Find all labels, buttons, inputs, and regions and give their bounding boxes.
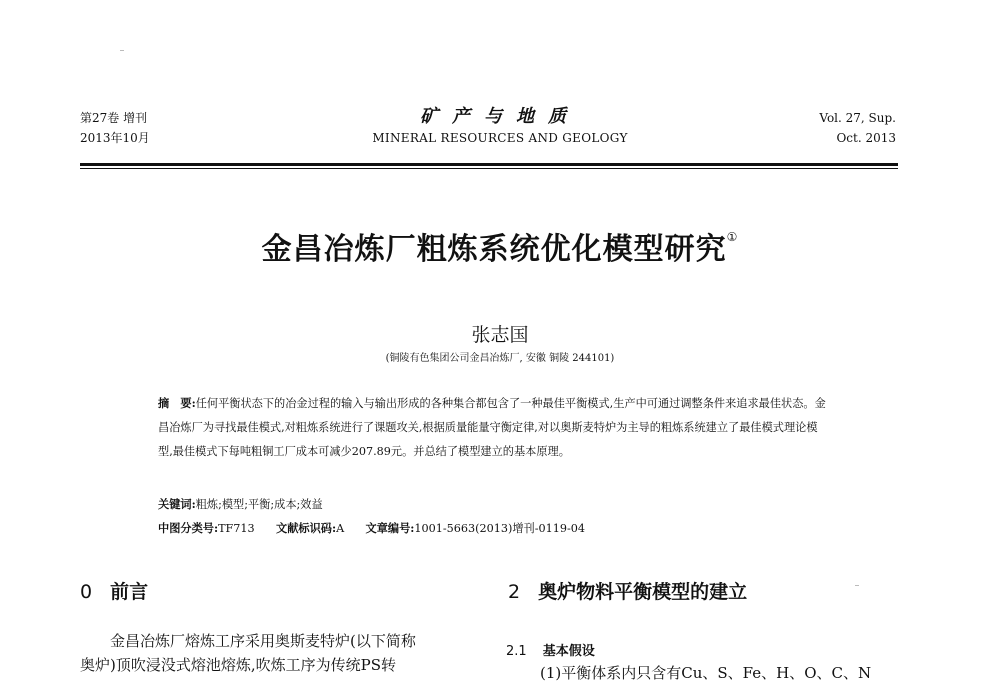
section-title: 前言 <box>110 581 149 603</box>
section-heading-0 <box>80 577 148 604</box>
author-name: 张志国 <box>471 324 529 346</box>
section-0-body <box>80 629 484 677</box>
section-2-1-body: (1)平衡体系内只含有Cu、S、Fe、H、O、C、N <box>540 664 872 682</box>
clc-value: TF713 <box>218 522 255 535</box>
body-line: 金昌冶炼厂熔炼工序采用奥斯麦特炉(以下简称 <box>110 632 416 650</box>
date-cn: 2013年10月 <box>80 131 150 145</box>
abstract <box>158 391 828 464</box>
header-rule-thick <box>80 163 898 166</box>
classification-line <box>158 520 585 536</box>
volume-info-en: Vol. 27, Sup. <box>819 111 896 125</box>
footnote-mark: ① <box>726 230 739 244</box>
article-no-label: 文章编号: <box>365 521 415 535</box>
section-number: 0 <box>80 581 93 603</box>
clc-label: 中图分类号: <box>158 521 219 535</box>
keywords <box>158 496 323 512</box>
scan-speck <box>855 585 859 586</box>
abstract-text: 任何平衡状态下的冶金过程的输入与输出形成的各种集合都包含了一种最佳平衡模式,生产中可通过调整条件来追求最佳状态。金昌冶炼厂为寻找最佳模式,对粗炼系统进行了课题攻关,根据质量能量守衡定律,对以奥斯麦特炉为主导的粗炼系统建立了最佳模式理论模型,最佳模式下每吨粗铜工厂成本可减少207.89元。并总结了模型建立的基本原理。 <box>158 397 826 458</box>
subsection-number: 2.1 <box>506 644 527 659</box>
header-rule-thin <box>80 168 898 169</box>
journal-title-en: MINERAL RESOURCES AND GEOLOGY <box>372 131 628 145</box>
article-no-value: 1001-5663(2013)增刊-0119-04 <box>414 522 585 535</box>
section-title: 奥炉物料平衡模型的建立 <box>538 581 748 603</box>
article-title <box>0 224 1000 268</box>
subsection-heading-2-1 <box>506 640 595 659</box>
keywords-label: 关键词: <box>158 497 196 511</box>
subsection-title: 基本假设 <box>542 644 595 659</box>
volume-info-cn: 第27卷 增刊 <box>80 111 148 125</box>
section-heading-2 <box>508 577 747 604</box>
abstract-label: 摘 要: <box>158 396 196 410</box>
doc-code-value: A <box>336 522 345 535</box>
date-en: Oct. 2013 <box>836 131 896 145</box>
article-title-text: 金昌冶炼厂粗炼系统优化模型研究 <box>261 232 727 267</box>
keywords-text: 粗炼;模型;平衡;成本;效益 <box>195 498 323 511</box>
doc-code-label: 文献标识码: <box>276 521 337 535</box>
author-affiliation: (铜陵有色集团公司金昌冶炼厂, 安徽 铜陵 244101) <box>385 353 615 364</box>
scan-speck <box>120 50 124 51</box>
body-line: 奥炉)顶吹浸没式熔池熔炼,吹炼工序为传统PS转 <box>80 656 396 674</box>
journal-title-cn: 矿产与地质 <box>420 106 580 127</box>
section-number: 2 <box>508 581 521 603</box>
